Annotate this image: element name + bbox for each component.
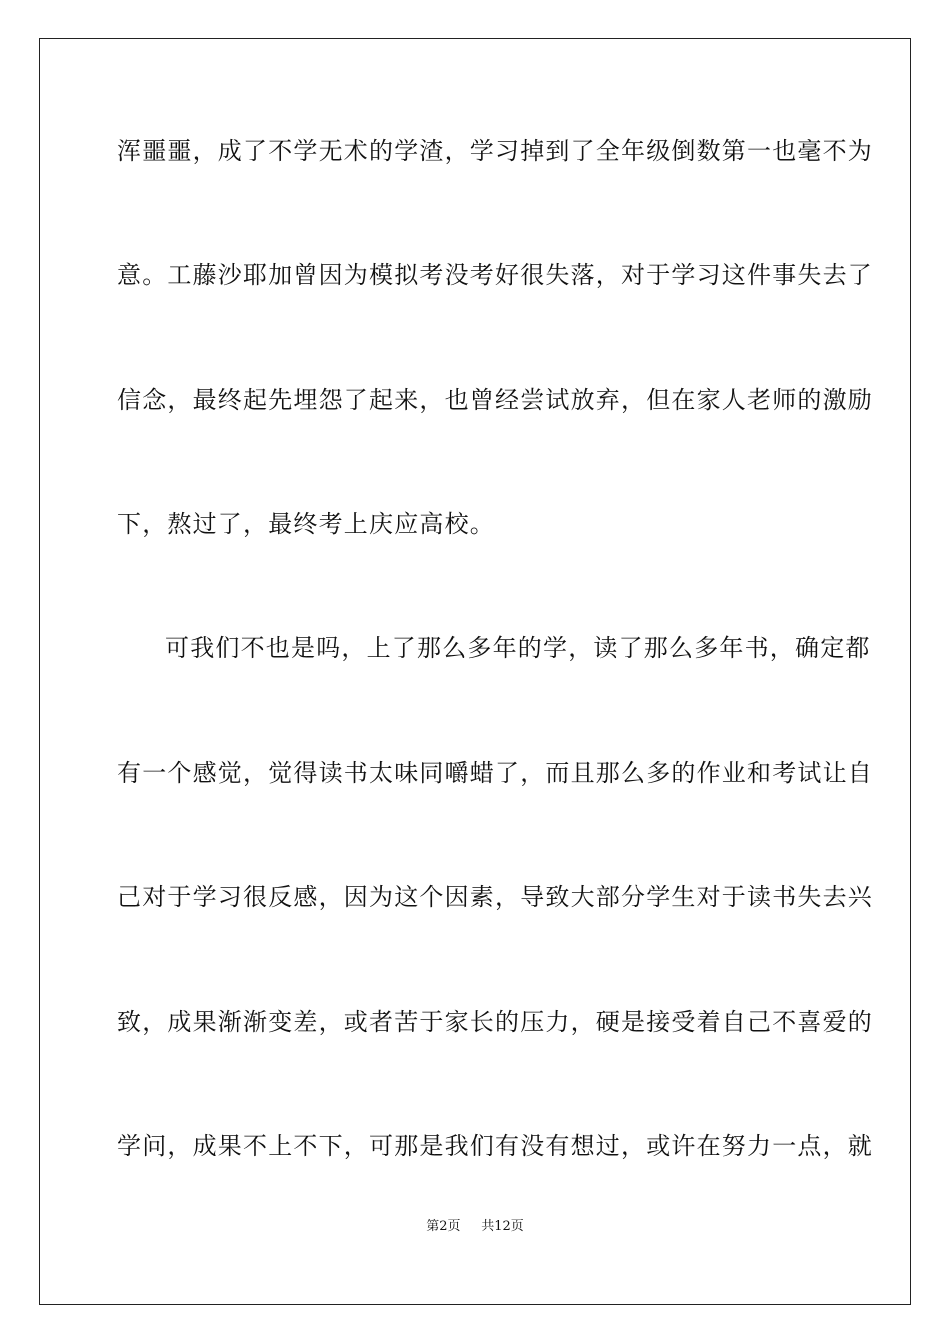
text-line-1: 浑噩噩，成了不学无术的学渣，学习掉到了全年级倒数第一也毫不为 — [117, 137, 873, 165]
page-number: 第2页 — [426, 1219, 461, 1234]
text-line-3: 信念，最终起先埋怨了起来，也曾经尝试放弃，但在家人老师的激励 — [117, 386, 873, 414]
text-line-5: 可我们不也是吗，上了那么多年的学，读了那么多年书，确定都 — [165, 634, 871, 662]
footer-spacer — [465, 1219, 477, 1234]
text-line-8: 致，成果渐渐变差，或者苦于家长的压力，硬是接受着自己不喜爱的 — [117, 1008, 873, 1036]
text-line-4: 下，熬过了，最终考上庆应高校。 — [117, 510, 495, 538]
text-line-6: 有一个感觉，觉得读书太味同嚼蜡了，而且那么多的作业和考试让自 — [117, 759, 873, 787]
total-pages: 共12页 — [481, 1219, 524, 1234]
page-border — [39, 38, 911, 1305]
text-line-9: 学问，成果不上不下，可那是我们有没有想过，或许在努力一点，就 — [117, 1132, 873, 1160]
page-footer — [0, 1218, 950, 1236]
text-line-7: 己对于学习很反感，因为这个因素，导致大部分学生对于读书失去兴 — [117, 883, 873, 911]
text-line-2: 意。工藤沙耶加曾因为模拟考没考好很失落，对于学习这件事失去了 — [117, 261, 873, 289]
